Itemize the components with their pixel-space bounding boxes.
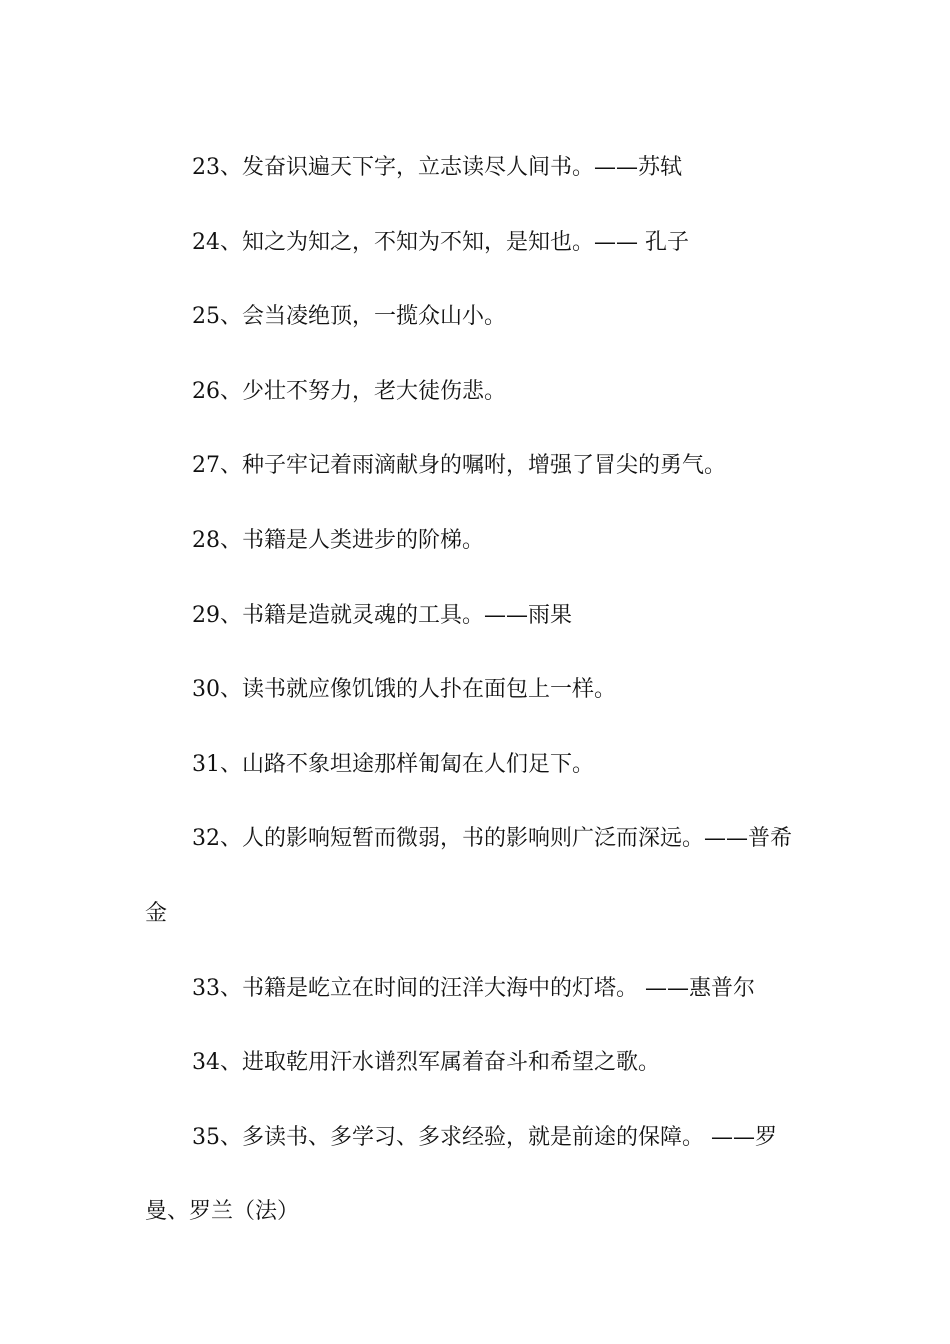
- quote-paragraph-26: 26、少壮不努力，老大徒伤悲。: [192, 378, 506, 404]
- quote-paragraph-27: 27、种子牢记着雨滴献身的嘱咐，增强了冒尖的勇气。: [192, 453, 726, 479]
- quote-paragraph-34: 34、进取乾用汗水谱烈军属着奋斗和希望之歌。: [192, 1050, 660, 1076]
- quote-paragraph-31: 31、山路不象坦途那样匍匐在人们足下。: [192, 751, 594, 777]
- quote-paragraph-35: 35、多读书、多学习、多求经验，就是前途的保障。 ——罗曼、罗兰（法）: [145, 1124, 777, 1225]
- quote-paragraph-25: 25、会当凌绝顶，一揽众山小。: [192, 304, 506, 330]
- quote-paragraph-30: 30、读书就应像饥饿的人扑在面包上一样。: [192, 677, 616, 703]
- quote-paragraph-24: 24、知之为知之，不知为不知，是知也。—— 孔子: [192, 229, 689, 255]
- quote-paragraph-32: 32、人的影响短暂而微弱，书的影响则广泛而深远。——普希金: [145, 826, 792, 926]
- quote-paragraph-29: 29、书籍是造就灵魂的工具。——雨果: [192, 602, 572, 628]
- quote-paragraph-23: 23、发奋识遍天下字，立志读尽人间书。——苏轼: [192, 155, 682, 180]
- quote-paragraph-33: 33、书籍是屹立在时间的汪洋大海中的灯塔。 ——惠普尔: [192, 975, 755, 1001]
- quote-paragraph-28: 28、书籍是人类进步的阶梯。: [192, 527, 484, 553]
- quote-list: [145, 131, 810, 1250]
